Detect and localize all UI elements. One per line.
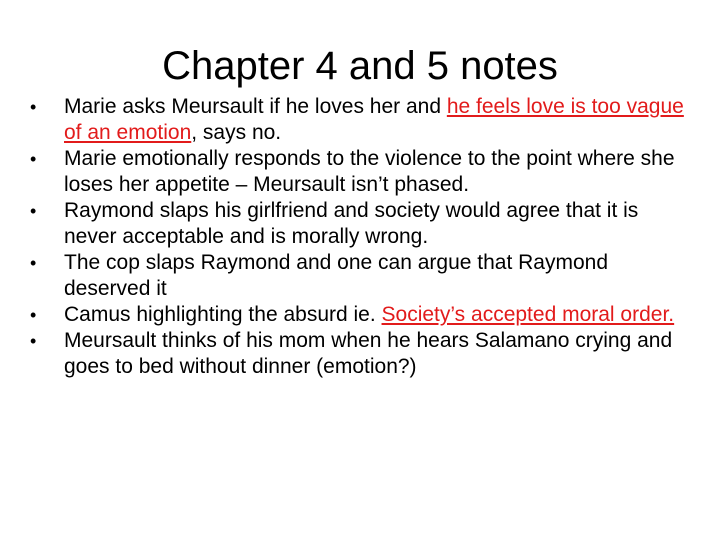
highlighted-text: he feels love is too vague of an emotion (64, 95, 684, 144)
bullet-text: Camus highlighting the absurd ie. (64, 303, 382, 326)
bullet-icon: • (30, 331, 37, 351)
bullet-text: The cop slaps Raymond and one can argue that Raymond deserved it (64, 251, 609, 300)
bullet-text: Marie asks Meursault if he loves her and (64, 95, 447, 118)
bullet-text-end: , says no. (191, 121, 282, 144)
bullet-item (30, 198, 686, 250)
bullet-icon: • (30, 97, 37, 117)
slide-title: Chapter 4 and 5 notes (162, 44, 558, 88)
bullet-icon: • (30, 253, 37, 273)
bullet-item (30, 250, 686, 302)
bullet-list (30, 94, 686, 380)
bullet-text: Meursault thinks of his mom when he hears Salamano crying and goes to bed without dinner (emotion?) (64, 329, 673, 378)
bullet-item (30, 328, 686, 380)
bullet-icon: • (30, 149, 37, 169)
highlighted-text: Society’s accepted moral order. (381, 303, 675, 326)
bullet-item (30, 146, 686, 198)
bullet-text: Raymond slaps his girlfriend and society would agree that it is never acceptable and is morally wrong. (64, 199, 639, 248)
bullet-icon: • (30, 201, 37, 221)
bullet-item (30, 94, 686, 146)
bullet-icon: • (30, 305, 37, 325)
bullet-text: Marie emotionally responds to the violence to the point where she loses her appetite – Meursault isn’t phased. (64, 147, 675, 196)
bullet-item (30, 302, 686, 328)
